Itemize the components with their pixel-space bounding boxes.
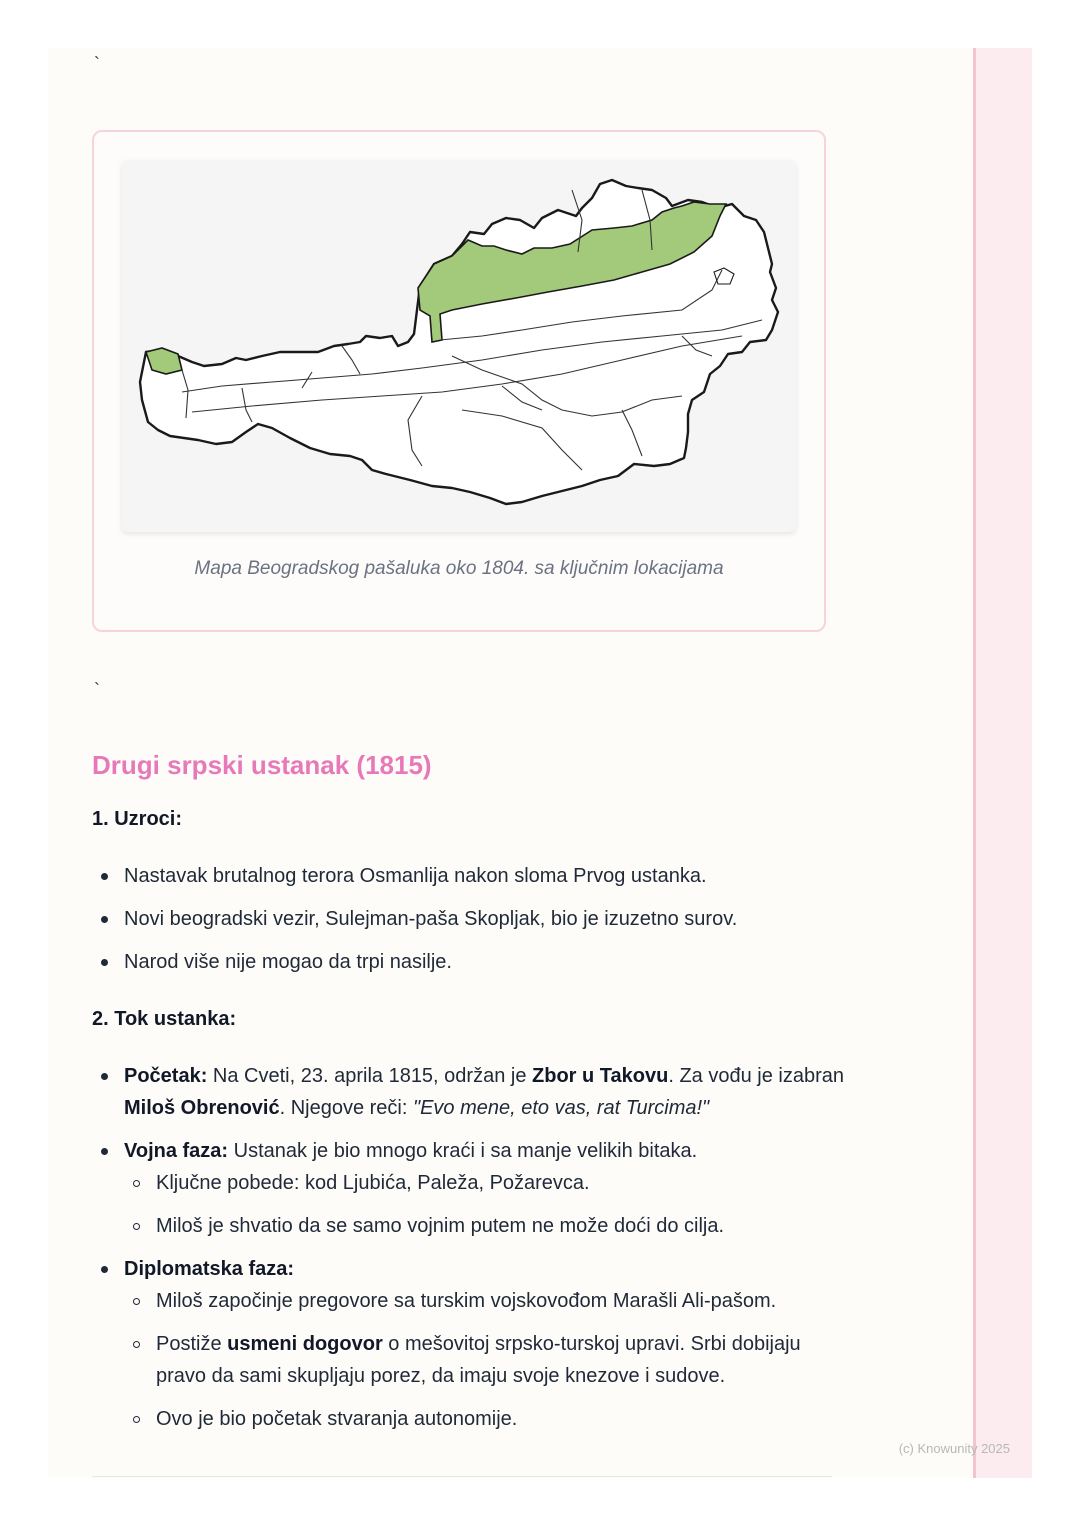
sub-text-b: o mešovitoj srpsko-turskoj upravi. Srbi dobijaju pravo da sami skupljaju porez, da imaju svoje knezove i sudove.: [156, 1333, 801, 1387]
start-text-1: Na Cveti, 23. aprila 1815, održan je: [207, 1065, 533, 1087]
start-quote: "Evo mene, eto vas, rat Turcima!": [412, 1097, 710, 1119]
military-text: Ustanak je bio mnogo kraći i sa manje velikih bitaka.: [228, 1140, 698, 1162]
list-item: Narod više nije mogao da trpi nasilje.: [92, 946, 852, 978]
causes-heading: 1. Uzroci:: [92, 808, 183, 830]
sub-bold: usmeni dogovor: [227, 1333, 383, 1355]
sub-list-item: Ovo je bio početak stvaranja autonomije.: [124, 1403, 852, 1435]
map-image: [122, 160, 796, 532]
sub-list-item: [124, 1328, 852, 1392]
start-bold-2: Miloš Obrenović: [124, 1097, 280, 1119]
start-label: Početak:: [124, 1065, 208, 1087]
start-text-2: . Za vođu je izabran: [668, 1065, 844, 1087]
stray-backtick-2: `: [94, 680, 100, 700]
list-item: Novi beogradski vezir, Sulejman-paša Skopljak, bio je izuzetno surov.: [92, 903, 852, 935]
page-margin-strip: [973, 48, 1032, 1478]
sub-list-item: Miloš je shvatio da se samo vojnim putem ne može doći do cilja.: [124, 1210, 852, 1242]
course-list: [92, 1060, 852, 1446]
sub-text-a: Postiže: [156, 1333, 228, 1355]
diplomatic-label: Diplomatska faza:: [124, 1258, 295, 1280]
start-text-3: . Njegove reči:: [279, 1097, 413, 1119]
region-map-illustration: [122, 160, 796, 532]
section-title: Drugi srpski ustanak (1815): [92, 750, 432, 780]
start-bold-1: Zbor u Takovu: [532, 1065, 669, 1087]
sub-list-item: Miloš započinje pregovore sa turskim vojskovođom Marašli Ali-pašom.: [124, 1285, 852, 1317]
list-item-diplomatic: [92, 1253, 852, 1435]
military-sublist: [124, 1167, 852, 1242]
map-caption: Mapa Beogradskog pašaluka oko 1804. sa ključnim lokacijama: [194, 558, 724, 579]
document-page: [48, 48, 1032, 1478]
copyright-footer: (c) Knowunity 2025: [898, 1441, 1010, 1456]
list-item-start: [92, 1060, 852, 1124]
stray-backtick: `: [94, 54, 100, 74]
list-item: Nastavak brutalnog terora Osmanlija nakon sloma Prvog ustanka.: [92, 860, 852, 892]
course-heading: 2. Tok ustanka:: [92, 1008, 237, 1030]
list-item-military: [92, 1135, 852, 1242]
military-label: Vojna faza:: [124, 1140, 229, 1162]
diplomatic-sublist: [124, 1285, 852, 1435]
bottom-divider: [92, 1476, 832, 1477]
causes-list: [92, 860, 852, 989]
map-figure: [92, 130, 826, 632]
sub-list-item: Ključne pobede: kod Ljubića, Paleža, Požarevca.: [124, 1167, 852, 1199]
